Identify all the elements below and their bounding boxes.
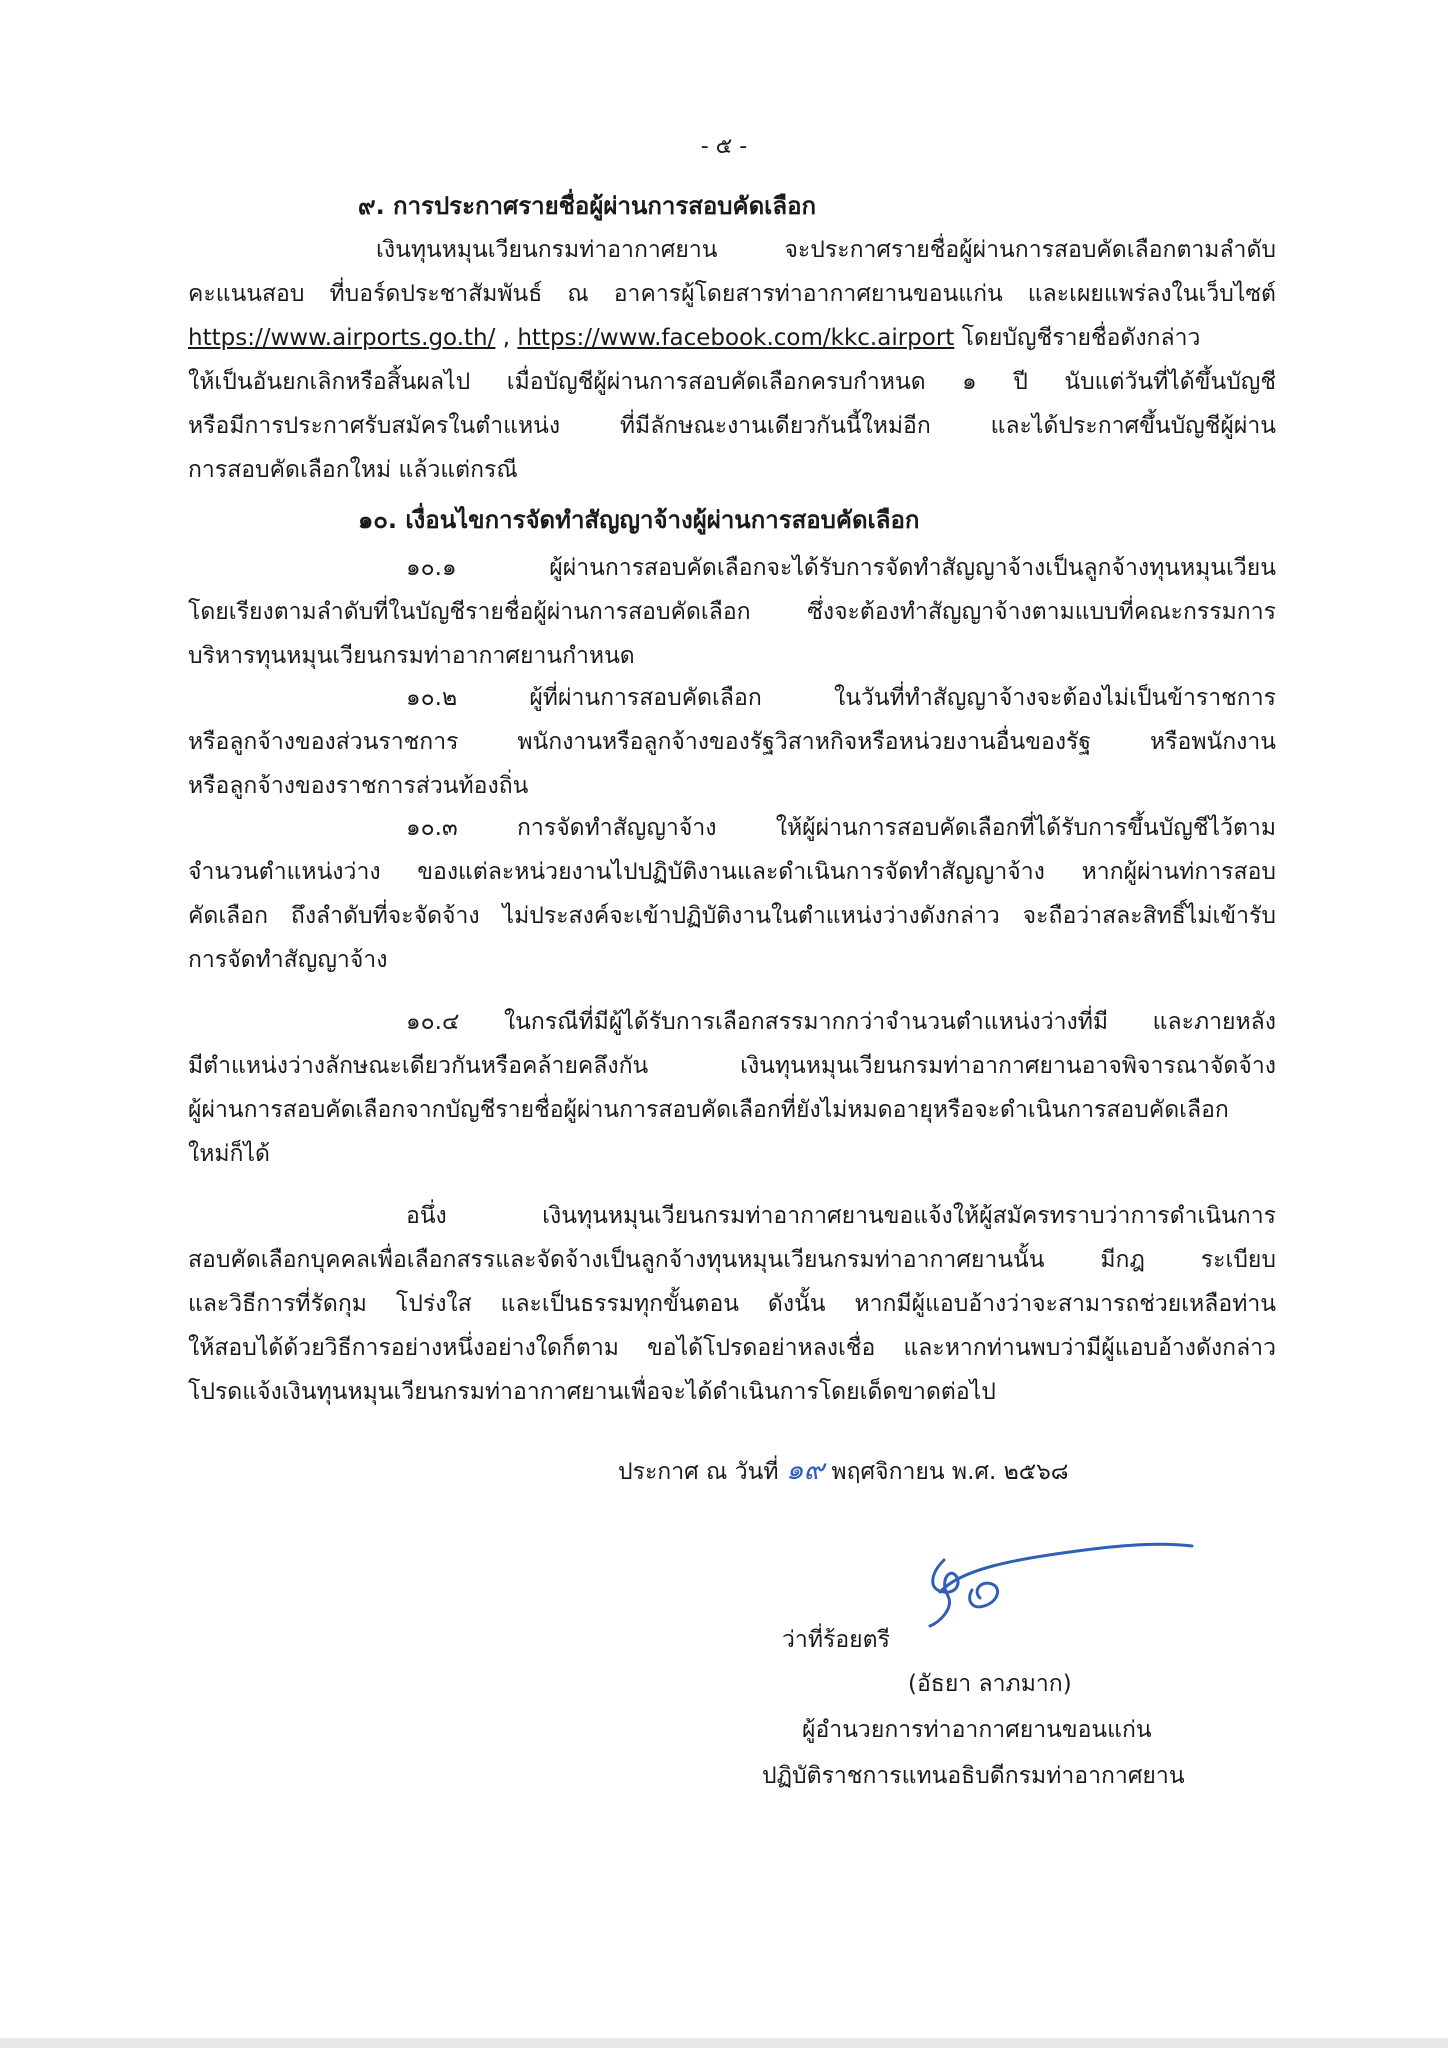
handwritten-day: ๑๙	[785, 1453, 825, 1486]
text-line: หรือมีการประกาศรับสมัครในตำแหน่ง ที่มีลักษณะงานเดียวกันนี้ใหม่อีก และได้ประกาศขึ้นบัญชีผู้ผ่าน	[188, 413, 1276, 439]
text-line: โปรดแจ้งเงินทุนหมุนเวียนกรมท่าอากาศยานเพื่อจะได้ดำเนินการโดยเด็ดขาดต่อไป	[188, 1379, 996, 1405]
text-line: มีตำแหน่งว่างลักษณะเดียวกันหรือคล้ายคลึงกัน เงินทุนหมุนเวียนกรมท่าอากาศยานอาจพิจารณาจัดจ้าง	[188, 1053, 1276, 1079]
section10-p1	[188, 546, 1276, 678]
section10-p2	[188, 676, 1276, 808]
text-line: และวิธีการที่รัดกุม โปร่งใส และเป็นธรรมทุกขั้นตอน ดังนั้น หากมีผู้แอบอ้างว่าจะสามารถช่วยเหลือท่าน	[188, 1291, 1276, 1317]
text-line: ให้เป็นอันยกเลิกหรือสิ้นผลไป เมื่อบัญชีผู้ผ่านการสอบคัดเลือกครบกำหนด ๑ ปี นับแต่วันที่ได้ขึ้นบัญชี	[188, 369, 1276, 395]
signer-rank: ว่าที่ร้อยตรี	[782, 1627, 890, 1653]
text-line: ๑๐.๑ ผู้ผ่านการสอบคัดเลือกจะได้รับการจัดทำสัญญาจ้างเป็นลูกจ้างทุนหมุนเวียน	[406, 555, 1276, 581]
section10-p3	[188, 806, 1276, 982]
section9-body	[188, 228, 1276, 492]
notice-paragraph	[188, 1194, 1276, 1414]
text-line: จำนวนตำแหน่งว่าง ของแต่ละหน่วยงานไปปฏิบัติงานและดำเนินการจัดทำสัญญาจ้าง หากผู้ผ่านท่การสอบ	[188, 859, 1276, 885]
text-line: หรือลูกจ้างของส่วนราชการ พนักงานหรือลูกจ้างของรัฐวิสาหกิจหรือหน่วยงานอื่นของรัฐ หรือพนักงาน	[188, 729, 1276, 755]
scan-edge	[0, 2038, 1448, 2048]
text-line: การสอบคัดเลือกใหม่ แล้วแต่กรณี	[188, 457, 518, 483]
date-prefix: ประกาศ ณ วันที่	[618, 1459, 786, 1485]
text-line: ใหม่ก็ได้	[188, 1141, 270, 1167]
text-line: การจัดทำสัญญาจ้าง	[188, 947, 388, 973]
text-line: เงินทุนหมุนเวียนกรมท่าอากาศยาน จะประกาศรายชื่อผู้ผ่านการสอบคัดเลือกตามลำดับ	[376, 237, 1276, 263]
handwritten-signature	[900, 1530, 1200, 1640]
text-line: ๑๐.๓ การจัดทำสัญญาจ้าง ให้ผู้ผ่านการสอบคัดเลือกที่ได้รับการขึ้นบัญชีไว้ตาม	[406, 815, 1276, 841]
link-tail-text: โดยบัญชีรายชื่อดังกล่าว	[954, 325, 1201, 351]
text-line: อนึ่ง เงินทุนหมุนเวียนกรมท่าอากาศยานขอแจ้งให้ผู้สมัครทราบว่าการดำเนินการ	[406, 1203, 1276, 1229]
text-line: ให้สอบได้ด้วยวิธีการอย่างหนึ่งอย่างใดก็ตาม ขอได้โปรดอย่าหลงเชื่อ และหากท่านพบว่ามีผู้แอบอ้างดังกล่าว	[188, 1335, 1276, 1361]
text-line: ๑๐.๒ ผู้ที่ผ่านการสอบคัดเลือก ในวันที่ทำสัญญาจ้างจะต้องไม่เป็นข้าราชการ	[406, 685, 1276, 711]
text-line: สอบคัดเลือกบุคคลเพื่อเลือกสรรและจัดจ้างเป็นลูกจ้างทุนหมุนเวียนกรมท่าอากาศยานนั้น มีกฎ ระเบียบ	[188, 1247, 1276, 1273]
page-number: - ๕ -	[700, 134, 748, 159]
text-line: คะแนนสอบ ที่บอร์ดประชาสัมพันธ์ ณ อาคารผู้โดยสารท่าอากาศยานขอนแก่น และเผยแพร่ลงในเว็บไซต์	[188, 281, 1276, 307]
signer-acting-for: ปฏิบัติราชการแทนอธิบดีกรมท่าอากาศยาน	[762, 1763, 1185, 1789]
text-line-links	[188, 316, 1276, 360]
text-line: บริหารทุนหมุนเวียนกรมท่าอากาศยานกำหนด	[188, 643, 635, 669]
section10-p4	[188, 1000, 1276, 1176]
section9-heading: ๙. การประกาศรายชื่อผู้ผ่านการสอบคัดเลือก	[358, 192, 817, 220]
text-line: คัดเลือก ถึงลำดับที่จะจัดจ้าง ไม่ประสงค์จะเข้าปฏิบัติงานในตำแหน่งว่างดังกล่าว จะถือว่าสละสิทธิ์ไม่เข้ารับ	[188, 903, 1276, 929]
text-line: ผู้ผ่านการสอบคัดเลือกจากบัญชีรายชื่อผู้ผ่านการสอบคัดเลือกที่ยังไม่หมดอายุหรือจะดำเนินการสอบคัดเลือก	[188, 1097, 1229, 1123]
link-separator: ,	[495, 325, 518, 351]
text-line: ๑๐.๔ ในกรณีที่มีผู้ได้รับการเลือกสรรมากกว่าจำนวนตำแหน่งว่างที่มี และภายหลัง	[406, 1009, 1276, 1035]
facebook-link[interactable]: https://www.facebook.com/kkc.airport	[517, 325, 955, 351]
text-line: โดยเรียงตามลำดับที่ในบัญชีรายชื่อผู้ผ่านการสอบคัดเลือก ซึ่งจะต้องทำสัญญาจ้างตามแบบที่คณะกรรมการ	[188, 599, 1276, 625]
text-line: หรือลูกจ้างของราชการส่วนท้องถิ่น	[188, 773, 529, 799]
airports-link[interactable]: https://www.airports.go.th/	[188, 325, 496, 351]
date-suffix: พฤศจิกายน พ.ศ. ๒๕๖๘	[824, 1459, 1069, 1485]
signer-name: (อัธยา ลาภมาก)	[908, 1671, 1072, 1697]
section10-heading: ๑๐. เงื่อนไขการจัดทำสัญญาจ้างผู้ผ่านการสอบคัดเลือก	[358, 506, 920, 534]
announcement-date	[618, 1448, 1069, 1492]
signer-position: ผู้อำนวยการท่าอากาศยานขอนแก่น	[802, 1717, 1152, 1743]
